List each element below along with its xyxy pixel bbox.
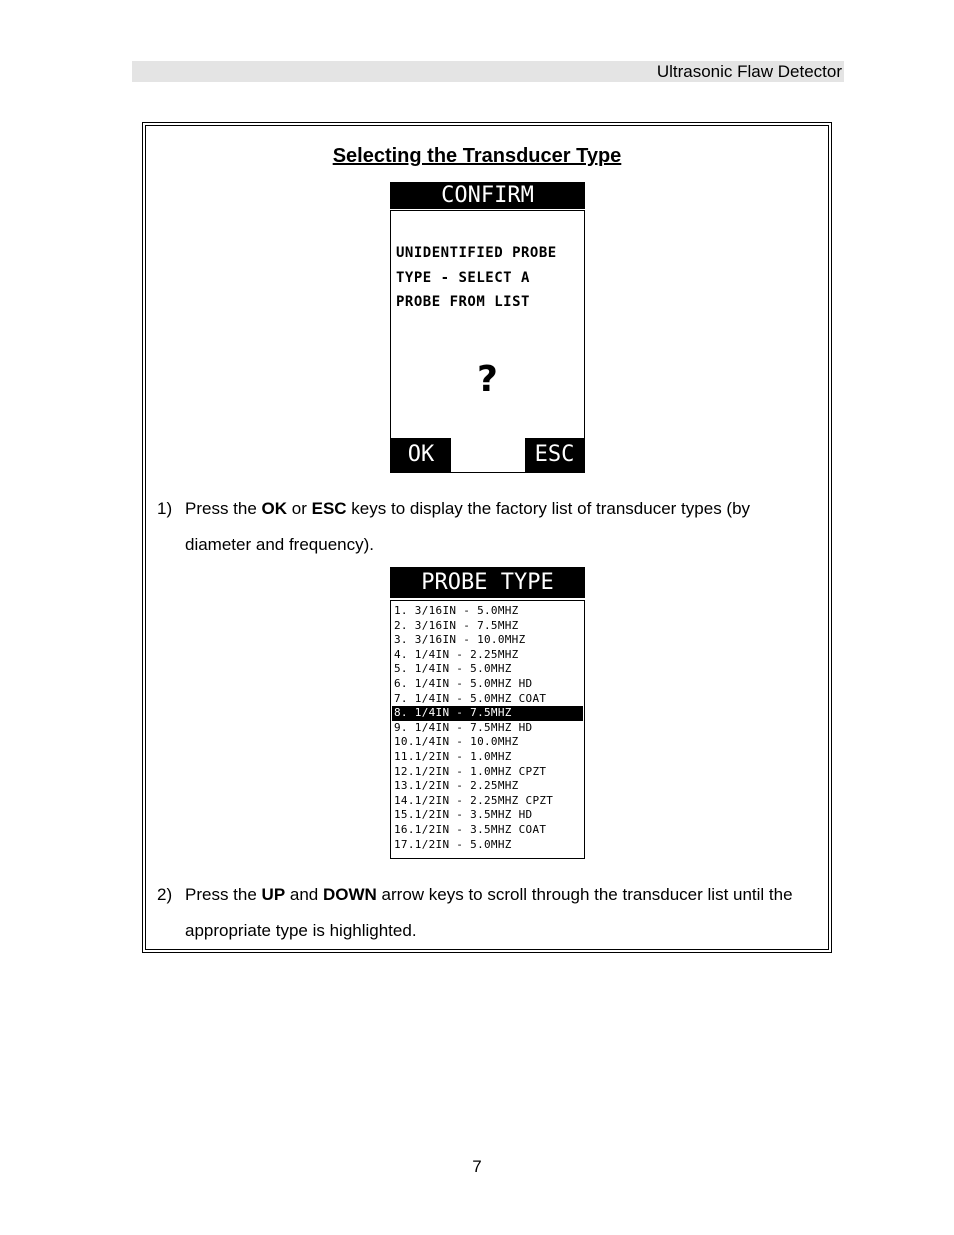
probe-item[interactable]: 5. 1/4IN - 5.0MHZ — [394, 662, 512, 676]
step-text-part: or — [287, 499, 312, 518]
confirm-line: UNIDENTIFIED PROBE — [396, 245, 557, 261]
probe-item[interactable]: 13.1/2IN - 2.25MHZ — [394, 779, 519, 793]
header-title: Ultrasonic Flaw Detector — [656, 62, 842, 81]
probe-item[interactable]: 2. 3/16IN - 7.5MHZ — [394, 618, 519, 632]
step-key-esc: ESC — [311, 499, 347, 518]
probe-item[interactable]: 7. 1/4IN - 5.0MHZ COAT — [394, 691, 547, 705]
ok-softkey[interactable]: OK — [391, 438, 451, 472]
probe-item[interactable]: 3. 3/16IN - 10.0MHZ — [394, 633, 526, 647]
probe-item[interactable]: 11.1/2IN - 1.0MHZ — [394, 749, 512, 763]
probe-item[interactable]: 10.1/4IN - 10.0MHZ — [394, 735, 519, 749]
probe-item-selected[interactable]: 8. 1/4IN - 7.5MHZ — [392, 706, 583, 721]
probe-item[interactable]: 4. 1/4IN - 2.25MHZ — [394, 647, 519, 661]
step-text-part: arrow keys to scroll through the transducer list until the appropriate type is highlighted. — [185, 885, 793, 940]
section-title: Selecting the Transducer Type — [332, 145, 622, 167]
step-text-part: keys to display the factory list of transducer types (by diameter and frequency). — [185, 499, 751, 554]
step-key-ok: OK — [261, 499, 288, 518]
page-number: 7 — [472, 1157, 482, 1176]
step-text — [185, 877, 817, 949]
step-number: 2) — [157, 885, 173, 904]
probe-item[interactable]: 16.1/2IN - 3.5MHZ COAT — [394, 822, 547, 836]
confirm-line: TYPE - SELECT A — [396, 269, 530, 286]
probe-item[interactable]: 9. 1/4IN - 7.5MHZ HD — [394, 720, 533, 734]
probe-list — [392, 604, 583, 852]
probe-screen — [390, 600, 585, 859]
probe-item[interactable]: 12.1/2IN - 1.0MHZ CPZT — [394, 764, 547, 778]
probe-screen-title: PROBE TYPE — [390, 567, 585, 598]
step-text — [185, 491, 817, 563]
step-text-part: Press the — [185, 885, 262, 904]
confirm-screen — [390, 210, 585, 473]
question-mark-icon: ? — [477, 359, 498, 400]
running-header — [132, 61, 844, 82]
step-key-down: DOWN — [322, 885, 377, 904]
step-text-part: and — [285, 885, 323, 904]
confirm-message — [396, 241, 557, 315]
esc-softkey[interactable]: ESC — [525, 438, 584, 472]
step-number: 1) — [157, 499, 173, 518]
confirm-line: PROBE FROM LIST — [396, 294, 530, 310]
probe-item[interactable]: 15.1/2IN - 3.5MHZ HD — [394, 808, 533, 822]
step-1 — [157, 491, 817, 563]
probe-item[interactable]: 6. 1/4IN - 5.0MHZ HD — [394, 676, 533, 690]
confirm-screen-title: CONFIRM — [390, 182, 585, 209]
step-2 — [157, 877, 817, 949]
step-key-up: UP — [261, 885, 286, 904]
step-text-part: Press the — [185, 499, 262, 518]
probe-item[interactable]: 17.1/2IN - 5.0MHZ — [394, 837, 512, 851]
probe-item[interactable]: 14.1/2IN - 2.25MHZ CPZT — [394, 793, 554, 807]
probe-item[interactable]: 1. 3/16IN - 5.0MHZ — [394, 604, 519, 617]
